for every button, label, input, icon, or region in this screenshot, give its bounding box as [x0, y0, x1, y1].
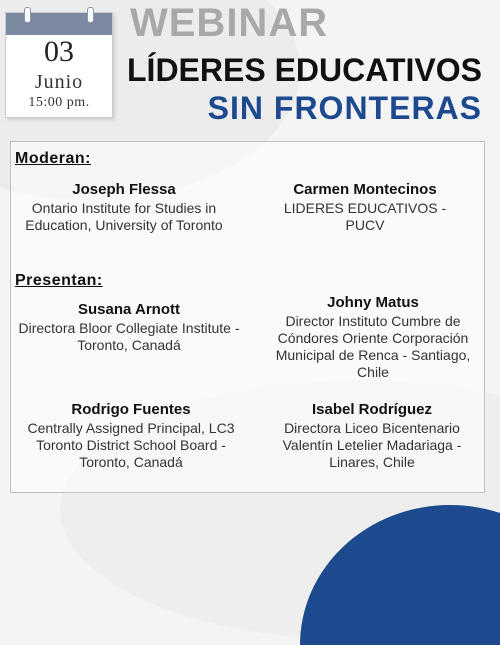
presenter-name: Susana Arnott	[78, 301, 180, 318]
presenter-name: Johny Matus	[327, 294, 419, 311]
presenter-card	[267, 401, 477, 471]
moderator-card	[15, 181, 233, 234]
webinar-title: WEBINAR	[130, 1, 329, 45]
calendar-day: 03	[44, 35, 74, 68]
moderator-affiliation: Ontario Institute for Studies in Education, University of Toronto	[25, 200, 223, 233]
presenter-name: Isabel Rodríguez	[311, 401, 433, 418]
title-lideres-educativos: LÍDERES EDUCATIVOS	[127, 52, 482, 88]
calendar-header-bar	[6, 13, 112, 35]
moderan-label: Moderan:	[15, 150, 91, 167]
moderator-name: Joseph Flessa	[72, 181, 176, 198]
title-sin-fronteras: SIN FRONTERAS	[207, 90, 482, 126]
moderator-affiliation: LIDERES EDUCATIVOS - PUCV	[283, 200, 447, 233]
moderator-card	[267, 181, 463, 234]
calendar-time: 15:00 pm.	[28, 95, 90, 110]
presenter-affiliation: Centrally Assigned Principal, LC3 Toronto District School Board - Toronto, Canadá	[27, 420, 235, 470]
presenter-card	[267, 294, 479, 381]
calendar-icon	[5, 12, 113, 118]
calendar-month: Junio	[34, 71, 84, 93]
moderator-name: Carmen Montecinos	[293, 181, 437, 198]
presenter-card	[13, 301, 245, 354]
calendar-ring-right	[87, 7, 94, 23]
speakers-panel	[10, 141, 485, 493]
presenter-affiliation: Directora Liceo Bicentenario Valentín Letelier Madariaga - Linares, Chile	[282, 420, 462, 470]
presenter-affiliation: Director Instituto Cumbre de Cóndores Oriente Corporación Municipal de Renca - Santiago, Chile	[275, 313, 471, 380]
presenter-name: Rodrigo Fuentes	[71, 401, 191, 418]
calendar-ring-left	[24, 7, 31, 23]
presenter-card	[21, 401, 241, 471]
presenter-affiliation: Directora Bloor Collegiate Institute - Toronto, Canadá	[18, 320, 240, 353]
presentan-label: Presentan:	[15, 272, 103, 289]
